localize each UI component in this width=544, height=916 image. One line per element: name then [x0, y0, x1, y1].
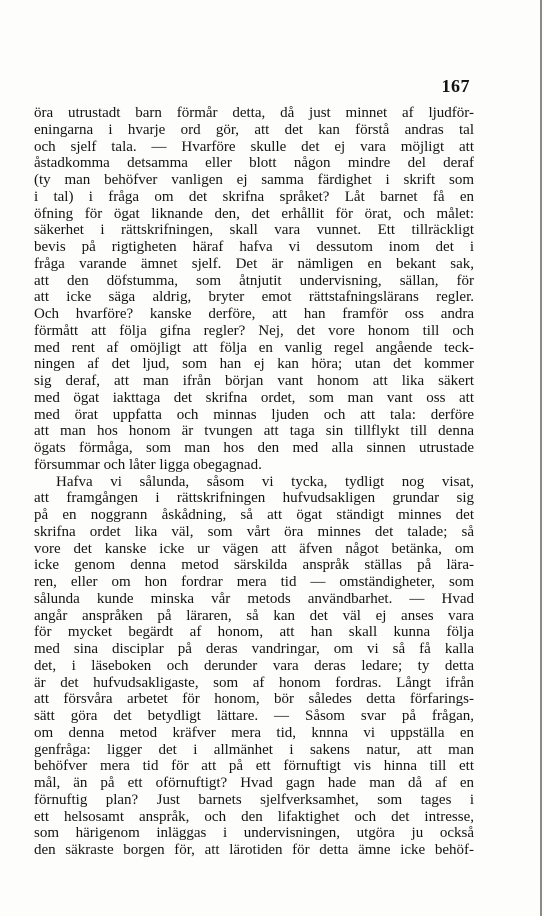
text-line: för mycket begärdt af honom, att han skall kunna följa	[34, 624, 474, 641]
text-line: (ty man behöfver vanligen ej samma färdighet i skrift som	[34, 172, 474, 188]
text-line: med ögat iakttaga det skrifna ordet, som man vant oss att	[34, 389, 474, 406]
text-line: ren, eller om hon fordrar mera tid — omständigheter, som	[34, 574, 474, 590]
text-line: icke genom denna metod särskilda anspråk ställas på lära-	[34, 557, 474, 574]
text-line: försummar och låter ligga obegagnad.	[34, 456, 262, 473]
text-line: och sjelf tala. — Hvarföre skulle det ej vara möjligt att	[34, 138, 474, 155]
text-line: att icke säga aldrig, bryter emot rättstafningslärans regler.	[34, 289, 474, 306]
text-line: med sina disciplar på deras vandringar, om vi så få kalla	[34, 641, 474, 657]
text-line: det, i läseboken och derunder vara deras ledare; ty detta	[34, 657, 474, 674]
text-line: sålunda kunde minska vår metods användbarhet. — Hvad	[34, 590, 474, 607]
text-line: öra utrustadt barn förmår detta, då just minnet af ljudför-	[34, 105, 474, 121]
text-line: med rent af omöjligt att följa en vanlig regel angående teck-	[34, 339, 474, 356]
text-line: öfning för ögat liknande den, det erhållit för örat, och målet:	[34, 205, 474, 222]
text-line: säkerhet i rättskrifningen, skall vara vunnet. Ett tillräckligt	[34, 222, 474, 239]
text-line: Hafva vi sålunda, såsom vi tycka, tydligt nog visat,	[56, 473, 474, 490]
text-line: behöfver mera tid för att på ett förnuftigt vis hinna till ett	[34, 758, 474, 775]
body-text	[34, 105, 474, 859]
text-line: den säkraste borgen för, att lärotiden för detta ämne icke behöf-	[34, 842, 474, 858]
text-line: genfråga: ligger det i allmänhet i sakens natur, att man	[34, 741, 474, 758]
text-line: att försvåra arbetet för honom, bör således detta förfarings-	[34, 691, 474, 708]
text-line: vore det kanske icke ur vägen att äfven något betänka, om	[34, 540, 474, 557]
text-line: ögats förmåga, som man hos den med alla sinnen utrustade	[34, 440, 474, 456]
text-line: sig deraf, att man ifrån början vant honom att lika säkert	[34, 373, 474, 389]
text-line: på en noggrann åskådning, så att ögat ständigt minnes det	[34, 507, 474, 523]
page-number: 167	[441, 76, 470, 96]
text-line: åstadkomma detsamma eller blott någon mindre del deraf	[34, 155, 474, 172]
text-line: som härigenom inläggas i undervisningen, utgöra ju också	[34, 825, 474, 842]
text-line: Och hvarföre? kanske derföre, att han framför oss andra	[34, 306, 474, 322]
text-line: mål, än på ett oförnuftigt? Hvad gagn hade man då af en	[34, 775, 474, 791]
text-line: angår anspråken på läraren, så kan det väl ej anses vara	[34, 607, 474, 624]
text-line: sätt göra det betydligt lättare. — Såsom svar på frågan,	[34, 708, 474, 724]
text-line: eningarna i hvarje ord gör, att det kan förstå andras tal	[34, 121, 474, 138]
page-edge-shadow	[540, 0, 542, 916]
text-line: om denna metod kräfver mera tid, knnna vi uppställa en	[34, 724, 474, 741]
text-line: ett helsosamt anspråk, och den lifaktighet och det intresse,	[34, 808, 474, 825]
text-line: förnuftig plan? Just barnets sjelfverksamhet, som tages i	[34, 791, 474, 808]
text-line: skrifna ordet lika väl, som vårt öra minnes det talade; så	[34, 523, 474, 540]
text-line: att framgången i rättskrifningen hufvudsakligen grundar sig	[34, 490, 474, 507]
text-line: att man hos honom är tvungen att taga sin tillflykt till denna	[34, 423, 474, 440]
text-line: att den döfstumma, som åtnjutit undervisning, sällan, för	[34, 272, 474, 289]
text-line: bevis på rigtigheten häraf hafva vi dessutom inom det i	[34, 239, 474, 255]
text-line: är det hufvudsakligaste, som af honom fordras. Långt ifrån	[34, 674, 474, 691]
text-line: fråga varande ämnet sjelf. Det är nämligen en bekant sak,	[34, 255, 474, 272]
text-line: ningen af det ljud, som han ej kan höra; utan det kommer	[34, 356, 474, 373]
text-line: förmått att följa gifna regler? Nej, det vore honom till och	[34, 322, 474, 339]
text-line: med örat uppfatta och minnas ljuden och att tala: derföre	[34, 406, 474, 423]
text-line: i tal) i fråga om det skrifna språket? Låt barnet få en	[34, 188, 474, 205]
